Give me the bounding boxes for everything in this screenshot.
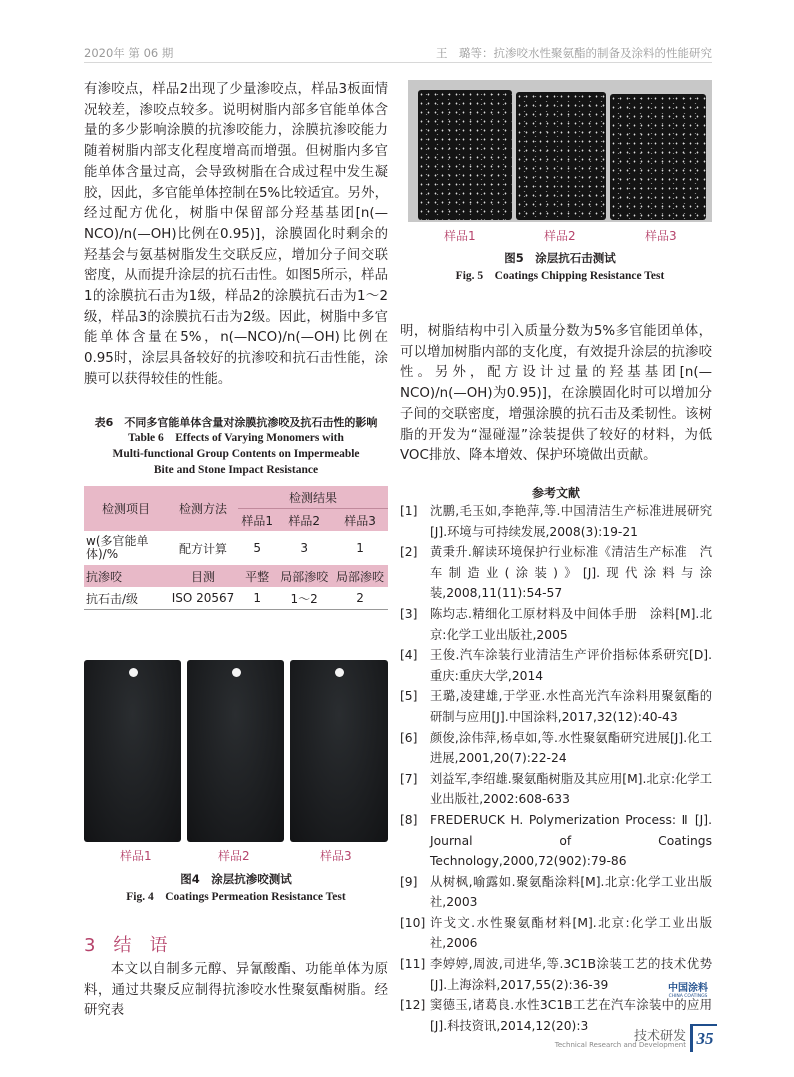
table-row	[84, 587, 388, 610]
reference-text: 王俊.汽车涂装行业清洁生产评价指标体系研究[D].重庆:重庆大学,2014	[430, 648, 712, 683]
reference-item	[400, 954, 712, 995]
th-item: 检测项目	[84, 486, 168, 531]
cell: 2	[356, 591, 364, 605]
reference-item	[400, 769, 712, 810]
sample-plate-1	[418, 90, 512, 220]
issue-label: 2020年 第 06 期	[84, 46, 174, 60]
table6-caption-en1: Table 6 Effects of Varying Monomers with	[128, 432, 344, 444]
reference-text: 陈均志.精细化工原材料及中间体手册 涂料[M].北京:化学工业出版社,2005	[430, 606, 712, 642]
cell: 局部渗咬	[276, 565, 332, 587]
reference-text: 黄秉升.解读环境保护行业标准《清洁生产标准 汽车制造业(涂装)》[J].现代涂料与涂装,2008,11(11):54-57	[430, 545, 712, 601]
logo-en: CHINA COATINGS	[668, 994, 708, 999]
sample-panel-3	[290, 660, 388, 842]
cell: 1～2	[290, 591, 318, 606]
table6-caption-en3: Bite and Stone Impact Resistance	[153, 464, 319, 476]
cell: 抗渗咬	[84, 565, 168, 587]
cell: 平整	[238, 565, 276, 587]
reference-item	[400, 604, 712, 645]
fig5-label-2: 样品2	[544, 229, 576, 243]
th-result: 检测结果	[238, 486, 388, 509]
reference-text: 许戈文.水性聚氨酯材料[M].北京:化学工业出版社,2006	[430, 915, 712, 951]
reference-number: [2]	[400, 545, 418, 560]
reference-number: [4]	[400, 648, 418, 663]
left-paragraph: 有渗咬点，样品2出现了少量渗咬点，样品3板面情况较差，渗咬点较多。说明树脂内部多官能单体含量的多少影响涂膜的抗渗咬能力，涂膜抗渗咬能力随着树脂内部支化程度增高而增强。但树脂内多官能单体含量过高，会导致树脂在合成过程中发生凝胶，因此，多官能单体控制在5%比较适宜。另外，经过配方优化，树脂中保留部分羟基基团[n(—NCO)/n(—OH)比例在0.95)]，涂膜固化时剩余的羟基会与氨基树脂发生交联反应，增加分子间交联密度，从而提升涂层的抗石击性。如图5所示，样品1的涂膜抗石击为1级，样品2的涂膜抗石击为1～2级，样品3的涂膜抗石击为2级。因此，树脂中多官能单体含量在5%，n(—NCO)/n(—OH)比例在0.95时，涂层具备较好的抗渗咬和抗石击性能，涂膜可以获得较佳的性能。	[84, 82, 388, 387]
cell: w(多官能单体)/%	[86, 534, 149, 561]
page-number: 35	[690, 1024, 717, 1052]
china-coatings-logo	[668, 979, 708, 999]
sample-panel-2	[187, 660, 284, 842]
cell: 1	[356, 541, 364, 555]
reference-text: 刘益军,李绍雄.聚氨酯树脂及其应用[M].北京:化学工业出版社,2002:608-633	[430, 771, 713, 807]
fig4-label-3: 样品3	[320, 849, 352, 863]
sample-plate-2	[516, 92, 606, 220]
cell: 目测	[168, 565, 238, 587]
reference-text: 王璐,凌建雄,于学亚.水性高光汽车涂料用聚氨酯的研制与应用[J].中国涂料,2017,32(12):40-43	[430, 689, 712, 724]
reference-item	[400, 913, 712, 954]
right-paragraph: 明，树脂结构中引入质量分数为5%多官能团单体，可以增加树脂内部的支化度，有效提升涂层的抗渗咬性。另外，配方设计过量的羟基基团[n(—NCO)/n(—OH)为0.95)]，在涂膜固化时可以增加分子间的交联密度，增强涂膜的抗石击及柔韧性。该树脂的开发为“湿碰湿”涂装提供了较好的材料，为低VOC排放、降本增效、保护环境做出贡献。	[400, 324, 712, 464]
reference-item	[400, 872, 712, 913]
reference-text: 颜俊,涂伟萍,杨卓如,等.水性聚氨酯研究进展[J].化工进展,2001,20(7):22-24	[430, 730, 712, 766]
reference-number: [3]	[400, 606, 418, 621]
fig5-caption-cn: 图5 涂层抗石击测试	[504, 251, 616, 265]
th-s2: 样品2	[276, 509, 332, 532]
reference-list	[400, 501, 712, 1036]
reference-text: 李婷婷,周波,司进华,等.3C1B涂装工艺的技术优势[J].上海涂料,2017,55(2):36-39	[430, 957, 712, 992]
fig5-label-3: 样品3	[645, 229, 677, 243]
reference-text: 窦德玉,诸葛良.水性3C1B工艺在汽车涂装中的应用[J].科技资讯,2014,12(20):3	[430, 998, 712, 1033]
reference-number: [11]	[400, 957, 426, 972]
reference-text: 沈鹏,毛玉如,李艳萍,等.中国清洁生产标准进展研究[J].环境与可持续发展,2008(3):19-21	[430, 504, 712, 539]
table-row	[84, 531, 388, 565]
cell: 抗石击/级	[86, 591, 139, 606]
table6	[84, 486, 388, 610]
reference-item	[400, 645, 712, 686]
reference-item	[400, 810, 712, 872]
table6-caption-cn: 表6 不同多官能单体含量对涂膜抗渗咬及抗石击性的影响	[94, 416, 378, 429]
reference-number: [1]	[400, 504, 418, 518]
reference-number: [10]	[400, 915, 426, 930]
cell: 配方计算	[178, 541, 227, 556]
table6-caption-en2: Multi-functional Group Contents on Impermeable	[112, 448, 360, 460]
reference-item	[400, 501, 712, 542]
fig4-photo	[84, 660, 388, 842]
reference-number: [5]	[400, 689, 418, 704]
th-s3: 样品3	[332, 509, 388, 532]
running-title: 王 璐等：抗渗咬水性聚氨酯的制备及涂料的性能研究	[436, 46, 712, 60]
reference-number: [7]	[400, 771, 418, 786]
cell: 局部渗咬	[332, 565, 388, 587]
references-title: 参考文献	[531, 486, 580, 500]
sample-plate-3	[610, 94, 706, 220]
footer-section-cn: 技术研发	[633, 1029, 686, 1044]
footer-section-en: Technical Research and Development	[554, 1041, 686, 1049]
cell: 3	[300, 541, 309, 555]
reference-text: FREDERUCK H. Polymerization Process: Ⅱ [J]. Journal of Coatings Technology,2000,72(902):79-86	[430, 812, 712, 869]
fig5-label-1: 样品1	[444, 229, 476, 243]
fig4-caption-en: Fig. 4 Coatings Permeation Resistance Test	[126, 891, 346, 903]
table6-caption	[84, 414, 388, 478]
sample-panel-1	[84, 660, 181, 842]
reference-text: 从树枫,喻露如.聚氨酯涂料[M].北京:化学工业出版社,2003	[430, 874, 712, 910]
reference-number: [12]	[400, 998, 426, 1013]
reference-number: [6]	[400, 730, 418, 745]
fig5-photo	[408, 80, 712, 222]
reference-number: [8]	[400, 812, 418, 827]
reference-item	[400, 542, 712, 604]
th-method: 检测方法	[168, 486, 238, 531]
table-row	[84, 565, 388, 587]
reference-number: [9]	[400, 874, 418, 889]
fig4-label-2: 样品2	[218, 849, 250, 863]
cell: ISO 20567	[171, 591, 235, 605]
cell: 5	[253, 541, 261, 555]
logo-cn: 中国涂料	[668, 983, 708, 994]
section-heading: 3 结 语	[84, 935, 168, 956]
reference-item	[400, 728, 712, 769]
fig5-caption-en: Fig. 5 Coatings Chipping Resistance Test	[455, 270, 665, 282]
header-rule	[84, 62, 712, 63]
fig4-label-1: 样品1	[120, 849, 152, 863]
fig4-caption-cn: 图4 涂层抗渗咬测试	[180, 872, 292, 886]
th-s1: 样品1	[238, 509, 276, 532]
reference-item	[400, 686, 712, 727]
conclusion-paragraph: 本文以自制多元醇、异氰酸酯、功能单体为原料，通过共聚反应制得抗渗咬水性聚氨酯树脂。经研究表	[84, 962, 388, 1019]
cell: 1	[253, 591, 261, 605]
